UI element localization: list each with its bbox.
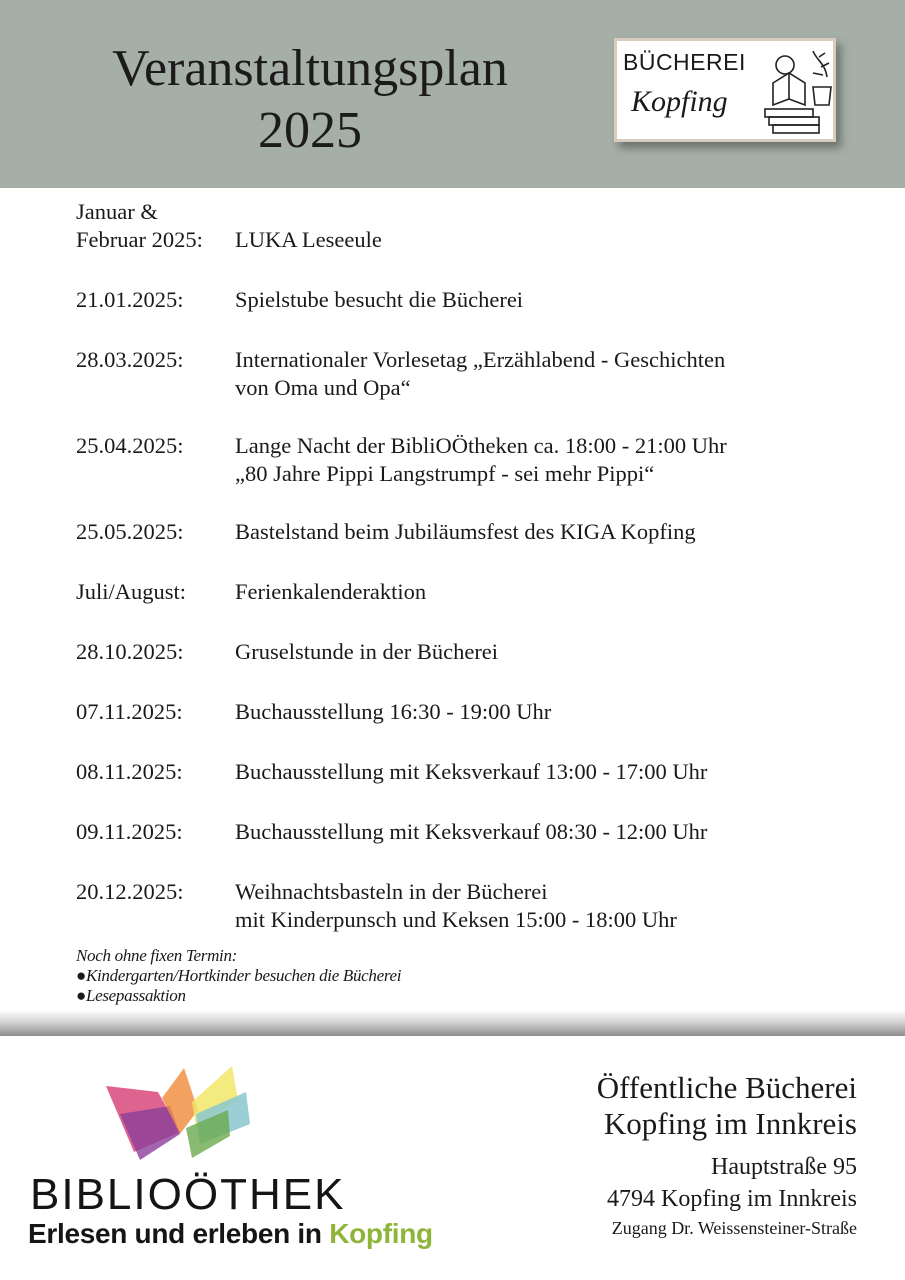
section-divider [0,1010,905,1036]
event-description [235,578,865,606]
access-note: Zugang Dr. Weissensteiner-Straße [611,1218,857,1238]
event-date: 08.11.2025: [76,759,183,784]
event-description-line: Lange Nacht der BibliOÖtheken ca. 18:00 - 21:00 Uhr [235,433,727,458]
event-description-line: Weihnachtsbasteln in der Bücherei [235,879,548,904]
title-line2: 2025 [258,102,362,159]
event-date: Juli/August: [76,579,187,604]
event-description-line: Internationaler Vorlesetag „Erzählabend - Geschichten [235,347,726,372]
event-description-line: Buchausstellung 16:30 - 19:00 Uhr [235,699,552,724]
event-date: 21.01.2025: [76,287,184,312]
street-address: Hauptstraße 95 [711,1154,857,1180]
unscheduled-notes [76,946,401,1006]
open-book-logo-icon [100,1062,260,1162]
bullet-icon: ● [76,986,86,1005]
event-description [235,758,865,786]
event-description [235,638,865,666]
library-name-line1: Öffentliche Bücherei [596,1070,857,1105]
event-date: 20.12.2025: [76,879,184,904]
logo-text-buecherei: BÜCHEREI [623,49,746,75]
event-description [235,286,865,314]
event-date: 28.03.2025: [76,347,184,372]
library-address [597,1070,857,1240]
slogan-accent: Kopfing [329,1218,433,1249]
event-description-line: Gruselstunde in der Bücherei [235,639,499,664]
event-date: 25.05.2025: [76,519,184,544]
title-line1: Veranstaltungsplan [112,40,508,97]
notes-item [76,966,401,986]
event-description-line: Ferienkalenderaktion [235,579,427,604]
event-description-line: von Oma und Opa“ [235,375,411,400]
buecherei-logo [614,38,836,142]
notes-item-text: Lesepassaktion [85,986,186,1005]
event-description [235,226,865,254]
header-band [0,0,905,188]
event-description [235,432,865,488]
page-title [60,38,560,162]
event-date: 09.11.2025: [76,819,183,844]
notes-heading: Noch ohne fixen Termin: [76,946,238,965]
city-address: 4794 Kopfing im Innkreis [607,1186,857,1212]
event-description-line: Spielstube besucht die Bücherei [235,287,524,312]
event-date-line1: Januar & [76,199,158,224]
slogan [28,1218,433,1250]
logo-text-kopfing: Kopfing [631,85,728,118]
event-description-line: „80 Jahre Pippi Langstrumpf - sei mehr Pippi“ [235,461,655,486]
slogan-text: Erlesen und erleben in [28,1218,322,1249]
event-description-line: LUKA Leseeule [235,227,382,252]
event-description [235,518,865,546]
event-description [235,818,865,846]
bullet-icon: ● [76,966,86,985]
bibliothek-wordmark: BIBLIOÖTHEK [30,1170,346,1219]
event-date: 28.10.2025: [76,639,184,664]
event-description [235,698,865,726]
library-name-line2: Kopfing im Innkreis [603,1106,857,1141]
event-date: 07.11.2025: [76,699,183,724]
event-description-line: mit Kinderpunsch und Keksen 15:00 - 18:00 Uhr [235,907,677,932]
event-date-line2: Februar 2025: [76,227,203,252]
notes-item [76,986,401,1006]
event-description-line: Buchausstellung mit Keksverkauf 08:30 - 12:00 Uhr [235,819,708,844]
event-date: 25.04.2025: [76,433,184,458]
notes-item-text: Kindergarten/Hortkinder besuchen die Bücherei [85,966,402,985]
event-date [76,198,236,254]
reading-person-icon [755,43,835,139]
event-description [235,346,865,402]
event-description-line: Buchausstellung mit Keksverkauf 13:00 - 17:00 Uhr [235,759,708,784]
event-description-line: Bastelstand beim Jubiläumsfest des KIGA Kopfing [235,519,696,544]
event-description [235,878,865,934]
